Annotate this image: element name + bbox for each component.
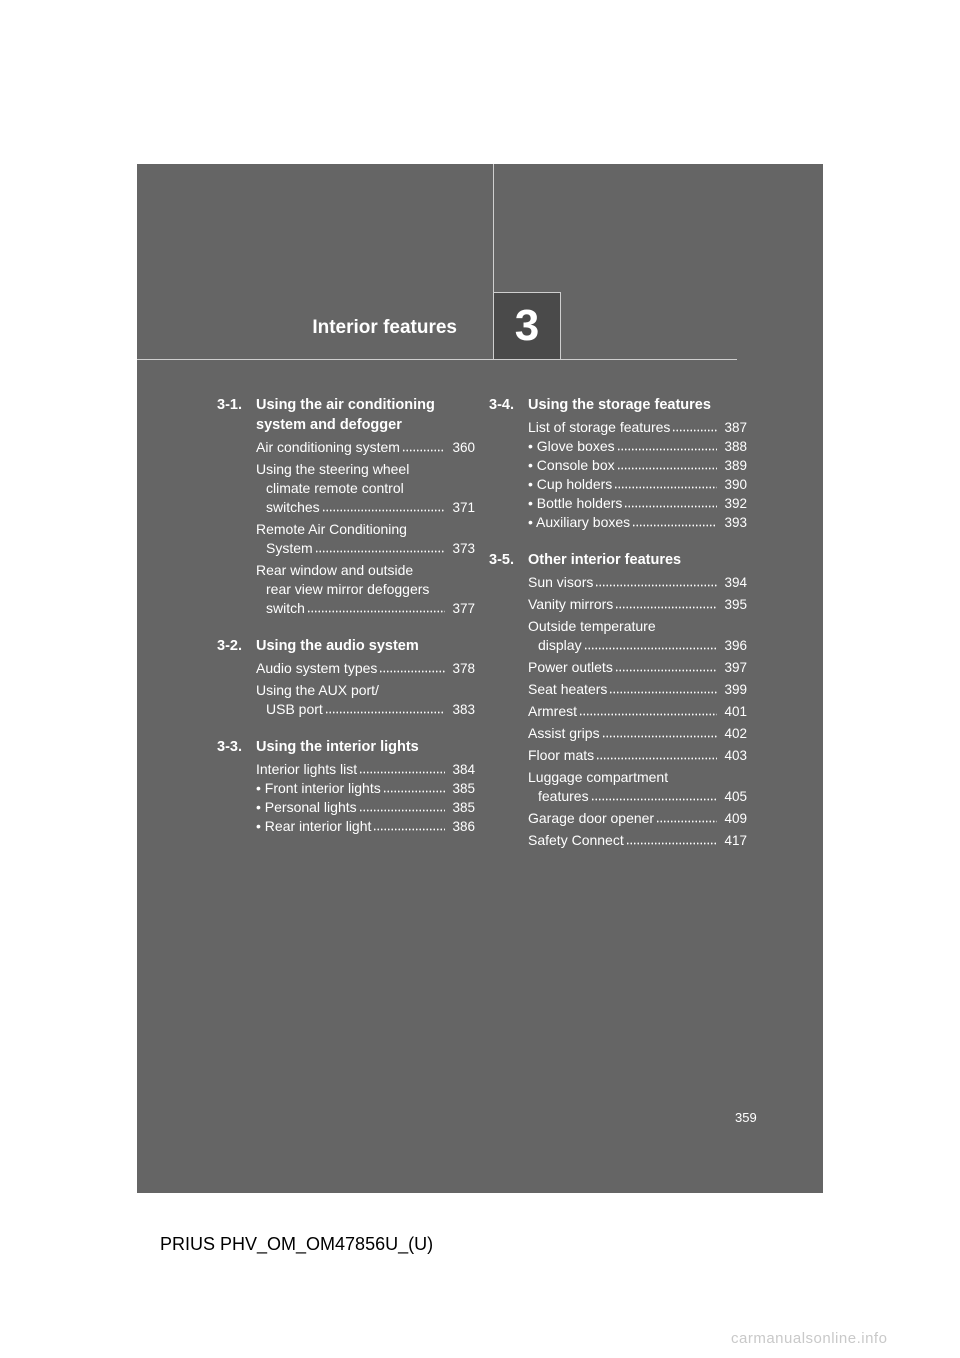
toc-entry[interactable] <box>528 680 747 699</box>
toc-entry-text: climate remote control <box>266 480 404 496</box>
toc-page-ref: 385 <box>452 800 475 815</box>
toc-entry-line <box>256 520 475 539</box>
toc-entry-line <box>256 599 475 618</box>
watermark: carmanualsonline.info <box>731 1330 888 1347</box>
toc-entry-line <box>256 539 475 558</box>
toc-page-ref: 390 <box>724 477 747 492</box>
toc-entry-text: Rear window and outside <box>256 562 414 578</box>
toc-entry[interactable] <box>528 494 747 513</box>
dot-leader <box>617 466 717 471</box>
toc-page-ref: 383 <box>452 702 475 717</box>
toc-entry[interactable] <box>528 768 747 806</box>
section-entries <box>217 659 475 719</box>
toc-entry-text: Garage door opener <box>528 810 655 826</box>
chapter-number-tab[interactable] <box>493 292 561 360</box>
dot-leader <box>579 712 717 717</box>
page-number: 359 <box>735 1110 757 1125</box>
toc-entry[interactable] <box>528 418 747 437</box>
toc-entry-text: switch <box>266 600 305 616</box>
section-heading[interactable] <box>217 737 475 757</box>
toc-entry-text: Floor mats <box>528 747 595 763</box>
toc-entry-text: Safety Connect <box>528 832 624 848</box>
chapter-title: Interior features <box>312 317 457 338</box>
toc-entry-text: • Console box <box>528 457 615 473</box>
toc-entry-text: Sun visors <box>528 574 594 590</box>
section-heading[interactable] <box>489 395 747 415</box>
toc-entry[interactable] <box>256 779 475 798</box>
section-title <box>256 737 475 757</box>
toc-page-ref: 403 <box>724 748 747 763</box>
dot-leader <box>359 770 445 775</box>
toc-page-ref: 392 <box>724 496 747 511</box>
dot-leader <box>624 504 717 509</box>
toc-entry-line <box>528 724 747 743</box>
section-entries <box>217 760 475 836</box>
toc-entry[interactable] <box>256 760 475 779</box>
toc-entry[interactable] <box>256 561 475 618</box>
toc-entry-text: Outside temperature <box>528 618 656 634</box>
toc-entry-text: • Bottle holders <box>528 495 623 511</box>
toc-entry-line <box>256 659 475 678</box>
dot-leader <box>672 428 717 433</box>
toc-entry-line <box>528 573 747 592</box>
toc-entry-text: List of storage features <box>528 419 671 435</box>
dot-leader <box>595 583 717 588</box>
dot-leader <box>609 690 717 695</box>
toc-entry-text: • Auxiliary boxes <box>528 514 631 530</box>
toc-page-ref: 402 <box>724 726 747 741</box>
toc-entry-text: Vanity mirrors <box>528 596 614 612</box>
section-title-line: Using the storage features <box>528 397 711 413</box>
toc-entry-text: display <box>538 637 582 653</box>
dot-leader <box>602 734 717 739</box>
toc-column-right <box>489 395 747 868</box>
toc-entry[interactable] <box>256 817 475 836</box>
toc-column-left <box>217 395 475 854</box>
section-entries <box>489 418 747 532</box>
dot-leader <box>596 756 717 761</box>
toc-page-ref: 388 <box>724 439 747 454</box>
toc-entry-line <box>256 817 475 836</box>
toc-entry-line <box>256 700 475 719</box>
section-entries <box>489 573 747 850</box>
header-divider-vertical <box>493 164 494 292</box>
dot-leader <box>614 485 717 490</box>
section-title <box>256 636 475 656</box>
dot-leader <box>379 669 445 674</box>
section-number: 3-4. <box>489 397 514 413</box>
section-number: 3-2. <box>217 638 242 654</box>
dot-leader <box>307 609 445 614</box>
toc-page-ref: 393 <box>724 515 747 530</box>
toc-entry-line <box>528 680 747 699</box>
toc-entry[interactable] <box>528 437 747 456</box>
dot-leader <box>315 549 445 554</box>
toc-page-ref: 394 <box>724 575 747 590</box>
toc-entry-line <box>256 798 475 817</box>
toc-page-ref: 384 <box>452 762 475 777</box>
toc-page-ref: 371 <box>452 500 475 515</box>
toc-entry-line <box>256 760 475 779</box>
toc-entry[interactable] <box>256 520 475 558</box>
toc-entry-text: Audio system types <box>256 660 378 676</box>
toc-entry-text: • Glove boxes <box>528 438 615 454</box>
section-number: 3-3. <box>217 739 242 755</box>
toc-entry-line <box>256 580 475 599</box>
toc-entry[interactable] <box>528 658 747 677</box>
toc-entry[interactable] <box>256 798 475 817</box>
toc-entry[interactable] <box>528 702 747 721</box>
section-title <box>528 550 747 570</box>
toc-entry-line <box>256 681 475 700</box>
toc-entry-text: Luggage compartment <box>528 769 669 785</box>
toc-entry[interactable] <box>256 659 475 678</box>
toc-page-ref: 405 <box>724 789 747 804</box>
toc-entry-text: System <box>266 540 313 556</box>
toc-entry[interactable] <box>256 681 475 719</box>
dot-leader <box>591 797 717 802</box>
toc-page-ref: 373 <box>452 541 475 556</box>
toc-section <box>217 737 475 836</box>
toc-page-ref: 386 <box>452 819 475 834</box>
toc-entry-line <box>528 658 747 677</box>
toc-page-ref: 387 <box>724 420 747 435</box>
toc-page-ref: 409 <box>724 811 747 826</box>
toc-section <box>489 395 747 532</box>
toc-entry-line <box>256 498 475 517</box>
dot-leader <box>632 523 717 528</box>
toc-entry-line <box>256 561 475 580</box>
toc-page-ref: 385 <box>452 781 475 796</box>
section-title <box>256 395 475 435</box>
header-divider-horizontal <box>137 359 737 360</box>
toc-section <box>217 636 475 719</box>
section-title-line: system and defogger <box>256 417 402 433</box>
toc-entry-line <box>528 418 747 437</box>
document-code: PRIUS PHV_OM_OM47856U_(U) <box>160 1234 434 1254</box>
toc-entry[interactable] <box>528 724 747 743</box>
toc-page-ref: 395 <box>724 597 747 612</box>
section-entries <box>217 438 475 618</box>
dot-leader <box>322 508 445 513</box>
toc-entry-text: Interior lights list <box>256 761 358 777</box>
toc-entry[interactable] <box>256 438 475 457</box>
toc-entry[interactable] <box>528 475 747 494</box>
toc-entry-line <box>528 437 747 456</box>
toc-entry[interactable] <box>528 831 747 850</box>
toc-entry-line <box>528 702 747 721</box>
section-number: 3-5. <box>489 552 514 568</box>
dot-leader <box>359 808 445 813</box>
toc-entry-line <box>256 438 475 457</box>
section-title <box>528 395 747 415</box>
toc-entry[interactable] <box>528 513 747 532</box>
toc-page-ref: 377 <box>452 601 475 616</box>
toc-page-ref: 417 <box>724 833 747 848</box>
toc-entry-line <box>528 617 747 636</box>
dot-leader <box>402 448 445 453</box>
toc-entry-text: rear view mirror defoggers <box>266 581 430 597</box>
toc-entry-line <box>528 809 747 828</box>
toc-entry-text: Seat heaters <box>528 681 608 697</box>
section-heading[interactable] <box>217 395 475 435</box>
section-heading[interactable] <box>489 550 747 570</box>
toc-section <box>217 395 475 618</box>
chapter-number: 3 <box>514 301 540 350</box>
toc-section <box>489 550 747 850</box>
toc-entry-line <box>528 475 747 494</box>
toc-page-ref: 396 <box>724 638 747 653</box>
toc-entry-text: Armrest <box>528 703 577 719</box>
dot-leader <box>325 710 445 715</box>
toc-page-ref: 401 <box>724 704 747 719</box>
toc-entry-line <box>528 768 747 787</box>
toc-entry[interactable] <box>528 809 747 828</box>
section-title-line: Using the air conditioning <box>256 397 435 413</box>
section-heading[interactable] <box>217 636 475 656</box>
toc-entry-text: • Personal lights <box>256 799 357 815</box>
toc-page-ref: 397 <box>724 660 747 675</box>
toc-entry-text: Assist grips <box>528 725 600 741</box>
toc-entry[interactable] <box>528 617 747 655</box>
toc-entry[interactable] <box>528 573 747 592</box>
toc-entry-text: • Cup holders <box>528 476 613 492</box>
toc-entry[interactable] <box>528 595 747 614</box>
toc-entry-text: switches <box>266 499 320 515</box>
toc-entry-text: • Front interior lights <box>256 780 381 796</box>
toc-page-ref: 399 <box>724 682 747 697</box>
toc-entry-text: Air conditioning system <box>256 439 400 455</box>
toc-entry-text: • Rear interior light <box>256 818 372 834</box>
dot-leader <box>615 668 717 673</box>
toc-entry[interactable] <box>256 460 475 517</box>
section-title-line: Other interior features <box>528 552 682 568</box>
toc-entry-line <box>528 746 747 765</box>
chapter-panel <box>137 164 823 1193</box>
dot-leader <box>584 646 717 651</box>
toc-entry-text: features <box>538 788 589 804</box>
section-title-line: Using the interior lights <box>256 739 419 755</box>
toc-entry-line <box>528 456 747 475</box>
toc-entry[interactable] <box>528 456 747 475</box>
toc-entry[interactable] <box>528 746 747 765</box>
toc-entry-line <box>528 513 747 532</box>
dot-leader <box>373 827 445 832</box>
toc-entry-text: Power outlets <box>528 659 613 675</box>
toc-entry-text: Using the steering wheel <box>256 461 410 477</box>
toc-page-ref: 378 <box>452 661 475 676</box>
toc-entry-line <box>528 494 747 513</box>
dot-leader <box>656 819 717 824</box>
toc-entry-text: USB port <box>266 701 323 717</box>
section-number: 3-1. <box>217 397 242 413</box>
toc-page-ref: 389 <box>724 458 747 473</box>
dot-leader <box>626 841 717 846</box>
toc-entry-line <box>256 779 475 798</box>
dot-leader <box>383 789 445 794</box>
toc-entry-line <box>528 787 747 806</box>
toc-entry-text: Remote Air Conditioning <box>256 521 407 537</box>
toc-entry-text: Using the AUX port/ <box>256 682 379 698</box>
dot-leader <box>617 447 717 452</box>
toc-entry-line <box>528 636 747 655</box>
toc-entry-line <box>528 595 747 614</box>
toc-page-ref: 360 <box>452 440 475 455</box>
toc-entry-line <box>528 831 747 850</box>
section-title-line: Using the audio system <box>256 638 419 654</box>
dot-leader <box>615 605 717 610</box>
toc-entry-line <box>256 460 475 479</box>
toc-entry-line <box>256 479 475 498</box>
